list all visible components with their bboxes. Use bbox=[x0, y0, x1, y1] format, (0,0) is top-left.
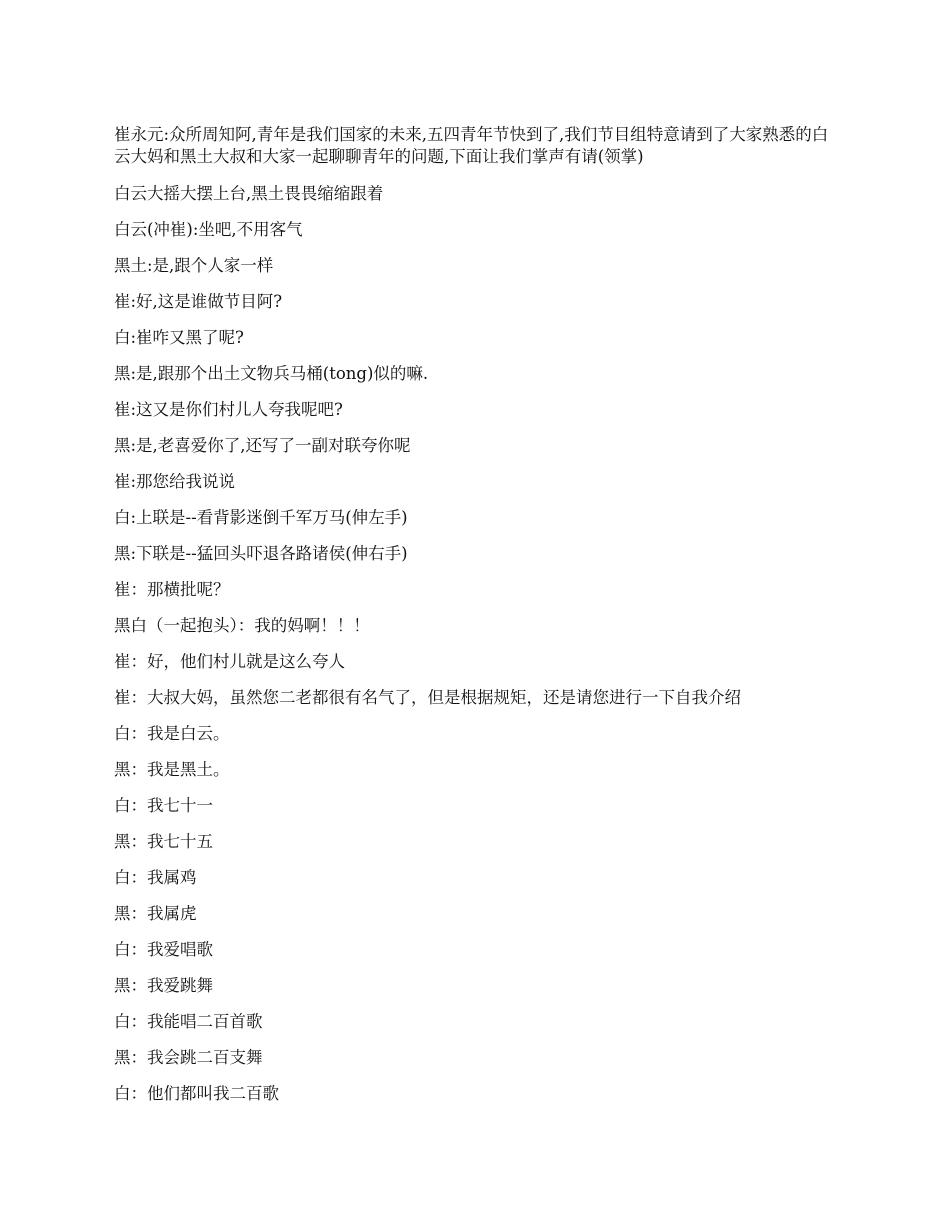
dialogue-line: 白云(冲崔):坐吧,不用客气 bbox=[114, 220, 303, 239]
dialogue-line: 黑白（一起抱头）：我的妈啊！！！ bbox=[114, 616, 370, 635]
dialogue-line: 黑：我会跳二百支舞 bbox=[114, 1048, 263, 1067]
paragraph-intro: 崔永元:众所周知阿,青年是我们国家的未来,五四青年节快到了,我们节目组特意请到了大家熟悉的白云大妈和黑土大叔和大家一起聊聊青年的问题,下面让我们掌声有请(领掌) bbox=[114, 125, 829, 166]
dialogue-line: 黑：我七十五 bbox=[114, 832, 213, 851]
dialogue-line: 黑:下联是--猛回头吓退各路诸侯(伸右手) bbox=[114, 544, 408, 563]
dialogue-line: 黑:是,跟那个出土文物兵马桶(tong)似的嘛. bbox=[114, 364, 429, 383]
dialogue-line: 崔:那您给我说说 bbox=[114, 472, 236, 491]
dialogue-line: 黑土:是,跟个人家一样 bbox=[114, 256, 274, 275]
dialogue-line: 白：我七十一 bbox=[114, 796, 213, 815]
dialogue-line: 崔：好，他们村儿就是这么夸人 bbox=[114, 652, 345, 671]
dialogue-line: 白：我能唱二百首歌 bbox=[114, 1012, 263, 1031]
dialogue-line: 白：我爱唱歌 bbox=[114, 940, 213, 959]
script-text-body bbox=[114, 124, 844, 1118]
dialogue-line: 崔：大叔大妈，虽然您二老都很有名气了，但是根据规矩，还是请您进行一下自我介绍 bbox=[114, 688, 741, 707]
dialogue-line: 白：他们都叫我二百歌 bbox=[114, 1084, 279, 1103]
paragraph-stage-direction: 白云大摇大摆上台,黑土畏畏缩缩跟着 bbox=[114, 184, 384, 203]
dialogue-line: 白:上联是--看背影迷倒千军万马(伸左手) bbox=[114, 508, 408, 527]
dialogue-line: 黑：我是黑土。 bbox=[114, 760, 230, 779]
dialogue-line: 黑：我属虎 bbox=[114, 904, 197, 923]
dialogue-line: 白：我是白云。 bbox=[114, 724, 230, 743]
dialogue-line: 白：我属鸡 bbox=[114, 868, 197, 887]
dialogue-line: 崔:这又是你们村儿人夸我呢吧? bbox=[114, 400, 343, 419]
dialogue-line: 黑：我爱跳舞 bbox=[114, 976, 213, 995]
dialogue-line: 崔:好,这是谁做节目阿? bbox=[114, 292, 283, 311]
dialogue-line: 白:崔咋又黑了呢? bbox=[114, 328, 244, 347]
dialogue-line: 崔：那横批呢？ bbox=[114, 580, 230, 599]
dialogue-line: 黑:是,老喜爱你了,还写了一副对联夸你呢 bbox=[114, 436, 411, 455]
